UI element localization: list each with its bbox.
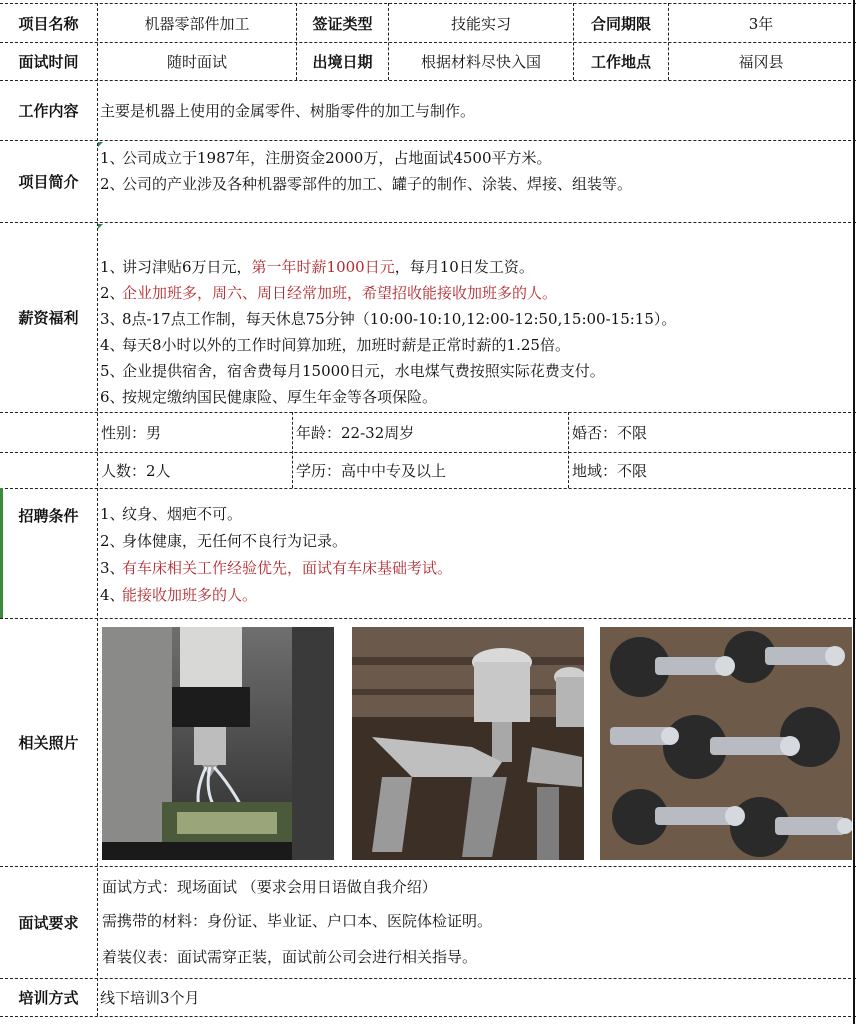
- project-name-value: 机器零部件加工: [144, 14, 250, 33]
- project-intro-label: 项目简介: [18, 173, 79, 191]
- requirement-line-1: 1、纹身、烟疤不可。: [100, 505, 243, 523]
- interview-time-label: 面试时间: [18, 53, 79, 71]
- sprocket-parts-photo: [600, 627, 852, 860]
- intro-line-2: 2、公司的产业涉及各种机器零部件的加工、罐子的制作、涂装、焊接、组装等。: [100, 175, 633, 193]
- dress-code: 着装仪表：面试需穿正装，面试前公司会进行相关指导。: [102, 948, 478, 966]
- headcount: 人数：2人: [101, 462, 171, 480]
- marital-requirement: 婚否：不限: [572, 424, 648, 442]
- cnc-machining-photo: [102, 627, 334, 860]
- interview-time-value: 随时面试: [166, 53, 227, 71]
- salary-line-5: 5、企业提供宿舍，宿舍费每月15000日元，水电煤气费按照实际花费支付。: [100, 362, 605, 380]
- work-content-label: 工作内容: [18, 102, 79, 120]
- requirement-line-3: 3、有车床相关工作经验优先，面试有车床基础考试。: [100, 559, 453, 577]
- contract-label: 合同期限: [590, 14, 651, 33]
- work-location-value: 福冈县: [738, 53, 784, 71]
- departure-value: 根据材料尽快入国: [420, 53, 541, 71]
- required-materials: 需携带的材料：身份证、毕业证、户口本、医院体检证明。: [102, 912, 493, 930]
- salary-line-2: 2、企业加班多，周六、周日经常加班，希望招收能接收加班多的人。: [100, 284, 558, 302]
- intro-line-1: 1、公司成立于1987年，注册资金2000万，占地面试4500平方米。: [100, 149, 552, 167]
- project-name-label: 项目名称: [18, 14, 79, 33]
- training-method-label: 培训方式: [18, 989, 79, 1007]
- requirement-line-4: 4、能接收加班多的人。: [100, 586, 258, 604]
- column-divider: [97, 3, 98, 1016]
- salary-line-6: 6、按规定缴纳国民健康险、厚生年金等各项保险。: [100, 388, 438, 406]
- work-location-label: 工作地点: [590, 53, 651, 71]
- interview-method: 面试方式：现场面试 （要求会用日语做自我介绍）: [102, 878, 437, 896]
- table-border-right: [853, 0, 855, 1024]
- age-requirement: 年龄：22-32周岁: [296, 424, 415, 442]
- row-divider: [0, 140, 856, 141]
- row-divider: [0, 618, 856, 619]
- gender-requirement: 性别：男: [101, 424, 162, 442]
- visa-type-value: 技能实习: [450, 14, 511, 33]
- salary-line-4: 4、每天8小时以外的工作时间算加班，加班时薪是正常时薪的1.25倍。: [100, 336, 570, 354]
- row-divider: [0, 222, 856, 223]
- salary-line-3: 3、8点-17点工作制，每天休息75分钟（10:00-10:10,12:00-12:50,15:00-15:15）。: [100, 310, 677, 328]
- work-content-text: 主要是机器上使用的金属零件、树脂零件的加工与制作。: [100, 102, 476, 120]
- row-divider: [0, 866, 856, 867]
- region-requirement: 地域：不限: [572, 462, 648, 480]
- column-divider: [568, 412, 569, 488]
- recruit-conditions-label: 招聘条件: [18, 507, 79, 525]
- row-divider: [0, 488, 856, 489]
- salary-benefits-label: 薪资福利: [18, 309, 79, 327]
- contract-value: 3年: [748, 14, 774, 33]
- photos-label: 相关照片: [18, 734, 79, 752]
- salary-line-1: 1、讲习津贴6万日元，第一年时薪1000日元，每月10日发工资。: [100, 258, 534, 276]
- spray-gun-photo: [352, 627, 584, 860]
- column-divider: [292, 412, 293, 488]
- row-divider: [0, 1016, 856, 1017]
- training-method-value: 线下培训3个月: [100, 989, 200, 1007]
- first-year-wage-highlight: 第一年时薪1000日元: [251, 258, 395, 276]
- departure-label: 出境日期: [312, 53, 373, 71]
- interview-requirements-label: 面试要求: [18, 914, 79, 932]
- visa-type-label: 签证类型: [312, 14, 373, 33]
- requirement-line-2: 2、身体健康，无任何不良行为记录。: [100, 532, 348, 550]
- education-requirement: 学历：高中中专及以上: [296, 462, 447, 480]
- cell-comment-marker: [98, 224, 103, 229]
